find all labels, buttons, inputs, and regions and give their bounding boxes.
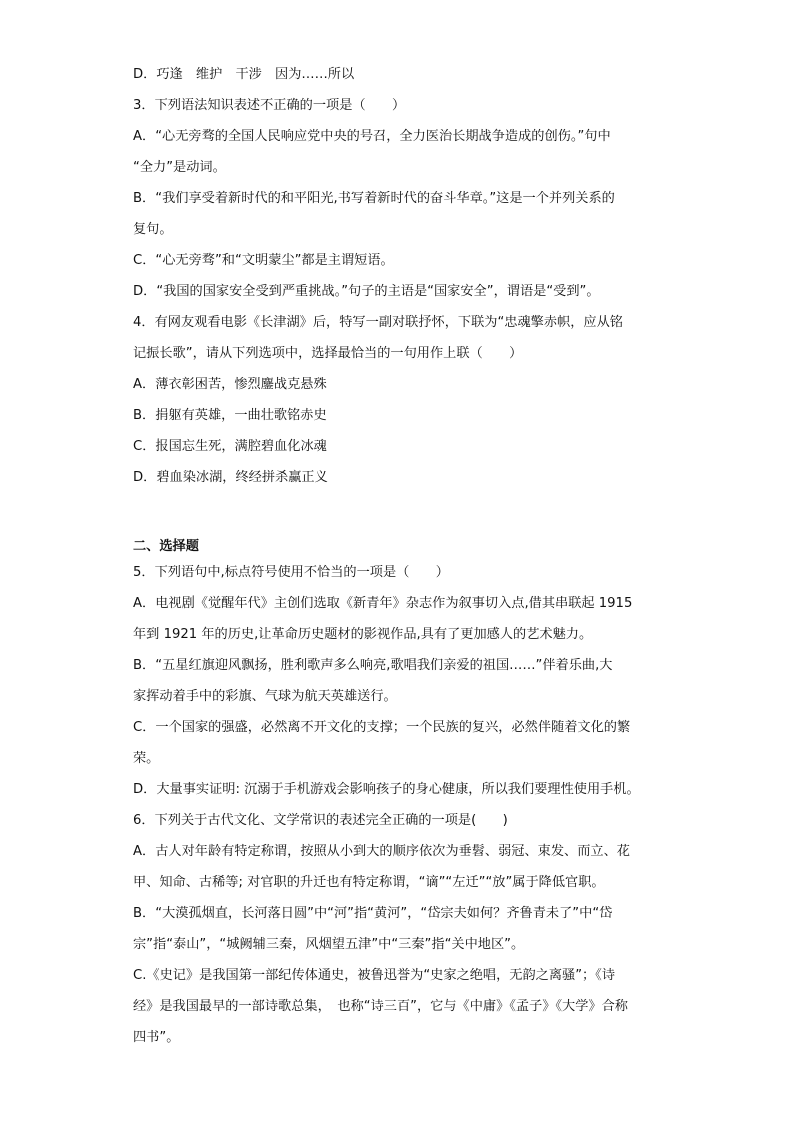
option-3c: C．“心无旁骛”和“文明蒙尘”都是主谓短语。 xyxy=(133,253,394,268)
option-5b-line1: B．“五星红旗迎风飘扬，胜利歌声多么响亮,歌唱我们亲爱的祖国……”伴着乐曲,大 xyxy=(133,658,613,673)
option-6a-line2: 甲、知命、古稀等; 对官职的升迁也有特定称谓，“谪”“左迁”“放”属于降低官职。 xyxy=(133,875,605,890)
option-6c-line2: 经》是我国最早的一部诗歌总集， 也称“诗三百”，它与《中庸》《孟子》《大学》合称 xyxy=(133,999,628,1014)
section-heading: 二、选择题 xyxy=(133,539,199,554)
option-2d: D．巧逢 维护 干涉 因为……所以 xyxy=(133,67,355,82)
option-6a-line1: A．古人对年龄有特定称谓，按照从小到大的顺序依次为垂髫、弱冠、束发、而立、花 xyxy=(133,844,630,859)
question-6: 6．下列关于古代文化、文学常识的表述完全正确的一项是( ) xyxy=(133,813,508,828)
option-6c-line1: C.《史记》是我国第一部纪传体通史，被鲁迅誉为“史家之绝唱，无韵之离骚”；《诗 xyxy=(133,968,616,983)
option-6c-line3: 四书”。 xyxy=(133,1030,180,1045)
option-3d: D．“我国的国家安全受到严重挑战。”句子的主语是“国家安全”，谓语是“受到”。 xyxy=(133,284,600,299)
option-5a-line1: A．电视剧《觉醒年代》主创们选取《新青年》杂志作为叙事切入点,借其串联起 1915 xyxy=(133,596,633,611)
option-5a-line2: 年到 1921 年的历史,让革命历史题材的影视作品,具有了更加感人的艺术魅力。 xyxy=(133,627,593,642)
option-3a-line1: A．“心无旁骛的全国人民响应党中央的号召，全力医治长期战争造成的创伤。”句中 xyxy=(133,129,611,144)
question-5: 5．下列语句中,标点符号使用不恰当的一项是（ ） xyxy=(133,565,449,580)
option-3b-line2: 复句。 xyxy=(133,222,173,237)
option-5c-line2: 荣。 xyxy=(133,751,160,766)
option-4c: C．报国忘生死，满腔碧血化冰魂 xyxy=(133,439,327,454)
option-3b-line1: B．“我们享受着新时代的和平阳光,书写着新时代的奋斗华章。”这是一个并列关系的 xyxy=(133,191,615,206)
option-4d: D．碧血染冰湖，终经拼杀赢正义 xyxy=(133,470,328,485)
question-4-line1: 4．有网友观看电影《长津湖》后，特写一副对联抒怀，下联为“忠魂擎赤帜，应从铭 xyxy=(133,315,623,330)
option-5c-line1: C．一个国家的强盛，必然离不开文化的支撑；一个民族的复兴，必然伴随着文化的繁 xyxy=(133,720,631,735)
option-4b: B．捐躯有英雄，一曲壮歌铭赤史 xyxy=(133,408,327,423)
option-4a: A．薄衣彰困苦，惨烈鏖战克悬殊 xyxy=(133,377,327,392)
option-3a-line2: “全力”是动词。 xyxy=(133,160,226,175)
question-3: 3．下列语法知识表述不正确的一项是（ ） xyxy=(133,98,406,113)
question-4-line2: 记振长歌”，请从下列选项中，选择最恰当的一句用作上联（ ） xyxy=(133,346,523,361)
option-5b-line2: 家挥动着手中的彩旗、气球为航天英雄送行。 xyxy=(133,689,397,704)
option-5d: D．大量事实证明: 沉溺于手机游戏会影响孩子的身心健康，所以我们要理性使用手机。 xyxy=(133,782,640,797)
option-6b-line1: B．“大漠孤烟直，长河落日圆”中“河”指“黄河”，“岱宗夫如何？齐鲁青未了”中“岱 xyxy=(133,906,613,921)
option-6b-line2: 宗”指“泰山”，“城阙辅三秦，风烟望五津”中“三秦”指“关中地区”。 xyxy=(133,937,525,952)
